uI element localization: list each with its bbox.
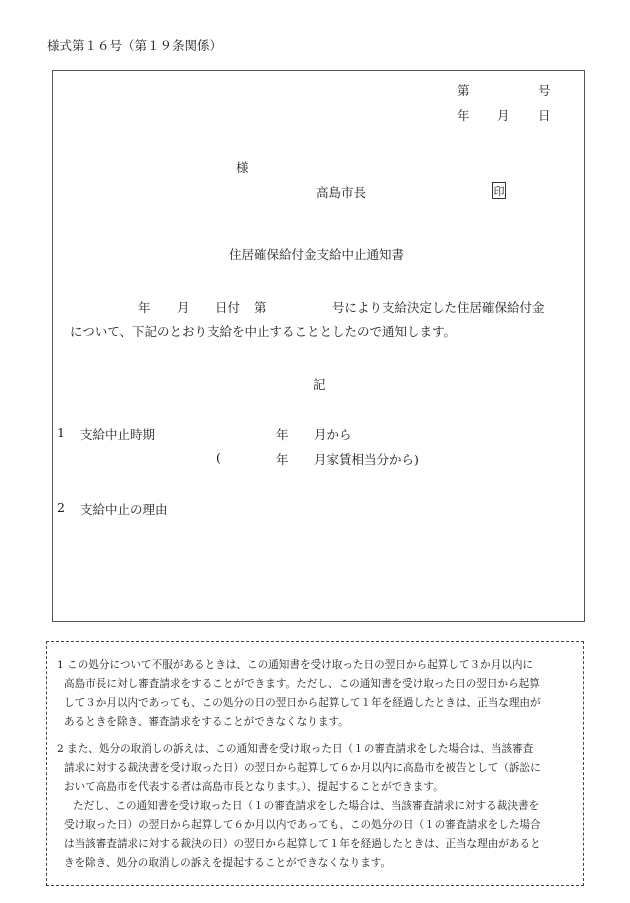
form-number-label: 様式第１６号（第１９条関係） (47, 38, 223, 53)
intro-line2: について、下記のとおり支給を中止することとしたので通知します。 (70, 324, 457, 339)
notice2-line3: おいて高島市を代表する者は高島市長となります。）、提起することができます。 (64, 781, 444, 793)
seal-mark: 印 (492, 182, 506, 199)
notice1-line2: 高島市長に対し審査請求をすることができます。ただし、この通知書を受け取った日の翌日から起算 (64, 678, 540, 690)
notice2-line7: きを除き、処分の取消しの訴えを提起することができなくなります。 (64, 857, 392, 869)
item1-year2: 年 (276, 452, 289, 467)
intro-year: 年 (138, 300, 151, 315)
item1-month2: 月家賃相当分から) (314, 452, 419, 467)
notice1-line3: して３か月以内であっても、この処分の日の翌日から起算して１年を経過したときは、正当な理由が (64, 697, 541, 709)
item1-number: 1 (57, 425, 65, 440)
notice-form-box (52, 70, 585, 622)
date-day: 日 (538, 108, 551, 123)
intro-dai: 第 (254, 300, 267, 315)
sender-name: 高島市長 (316, 185, 367, 200)
ki-heading: 記 (313, 377, 326, 392)
item2-label: 支給中止の理由 (80, 502, 168, 517)
notice2-line5: 受け取った日）の翌日から起算して６か月以内であっても、この処分の日（１の審査請求をした場合 (64, 819, 541, 831)
intro-line1-rest: 号により支給決定した住居確保給付金 (332, 300, 545, 315)
notice1-line1: 1 この処分について不服があるときは、この通知書を受け取った日の翌日から起算して３か月以内に (57, 659, 534, 671)
date-month: 月 (497, 108, 510, 123)
item1-paren-open: ( (216, 450, 221, 465)
notice1-line4: あるときを除き、審査請求をすることができなくなります。 (64, 716, 349, 728)
intro-month: 月 (177, 300, 190, 315)
doc-number-dai: 第 (457, 83, 470, 98)
item1-month1: 月から (314, 427, 352, 442)
addressee-sama: 様 (236, 160, 249, 175)
notice2-line4: ただし、この通知書を受け取った日（１の審査請求をした場合は、当該審査請求に対する裁決書を (73, 800, 540, 812)
date-year: 年 (457, 108, 470, 123)
item1-year1: 年 (276, 427, 289, 442)
item1-label: 支給中止時期 (80, 427, 156, 442)
item2-number: 2 (57, 500, 65, 515)
intro-day-tsuke: 日付 (215, 300, 241, 315)
document-title: 住居確保給付金支給中止通知書 (229, 247, 405, 262)
doc-number-go: 号 (538, 83, 551, 98)
notice2-line1: 2 また、処分の取消しの訴えは、この通知書を受け取った日（１の審査請求をした場合は、当該審査 (57, 743, 534, 755)
notice2-line2: 請求に対する裁決書を受け取った日）の翌日から起算して６か月以内に高島市を被告として（訴訟に (64, 762, 541, 774)
notice2-line6: は当該審査請求に対する裁決の日）の翌日から起算して１年を経過したときは、正当な理由があると (64, 838, 541, 850)
